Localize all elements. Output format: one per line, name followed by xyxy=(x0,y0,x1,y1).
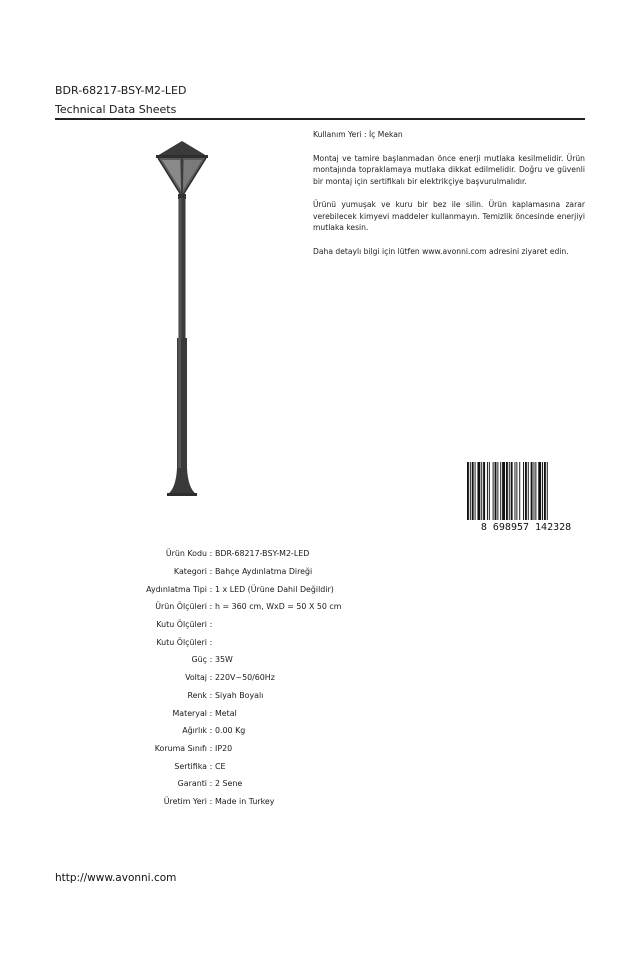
spec-label: Kutu Ölçüleri xyxy=(156,620,207,630)
spec-value: Metal xyxy=(215,708,237,718)
spec-value: Siyah Boyalı xyxy=(215,690,264,700)
spec-value: Made in Turkey xyxy=(215,796,275,806)
spec-value: 220V~50/60Hz xyxy=(215,673,275,683)
spec-label: Kutu Ölçüleri xyxy=(156,637,207,647)
spec-label: Üretim Yeri xyxy=(163,796,207,806)
barcode-bar xyxy=(481,462,482,520)
barcode-bar xyxy=(467,462,469,520)
spec-separator: : xyxy=(209,584,213,594)
barcode-bar xyxy=(472,462,474,520)
barcode-bar xyxy=(525,462,527,520)
spec-table xyxy=(90,545,490,810)
document-header xyxy=(55,84,585,117)
spec-value: 35W xyxy=(215,655,233,665)
barcode-bar xyxy=(500,462,501,520)
spec-value: BDR-68217-BSY-M2-LED xyxy=(215,549,310,559)
spec-separator: : xyxy=(209,567,213,577)
barcode-bar xyxy=(495,462,497,520)
barcode-bar xyxy=(487,462,488,520)
barcode-digits: 8 698957 142328 xyxy=(480,522,572,532)
spec-separator: : xyxy=(209,655,213,665)
spec-row xyxy=(90,740,490,758)
document-subtitle: Technical Data Sheets xyxy=(55,103,177,116)
cleaning-instructions: Ürünü yumuşak ve kuru bir bez ile silin. Ürün kaplamasına zarar verebilecek kimyevi maddeler kullanmayın. Temizlik öncesinde enerjiyi mutlaka kesin. xyxy=(313,200,585,232)
spec-row xyxy=(90,580,490,598)
spec-row xyxy=(90,722,490,740)
spec-label: Garanti xyxy=(177,779,207,789)
header-divider xyxy=(55,118,585,120)
barcode-bar xyxy=(509,462,510,520)
website-link[interactable]: http://www.avonni.com xyxy=(55,872,177,884)
barcode-bar xyxy=(535,462,536,520)
barcode-bar xyxy=(528,462,529,520)
spec-separator: : xyxy=(209,779,213,789)
spec-separator: : xyxy=(209,673,213,683)
barcode-bar xyxy=(534,462,535,520)
spec-label: Voltaj xyxy=(185,673,207,683)
spec-separator: : xyxy=(209,726,213,736)
spec-value: 1 x LED (Ürüne Dahil Değildir) xyxy=(215,584,334,594)
barcode-bar xyxy=(544,462,546,520)
spec-separator: : xyxy=(209,708,213,718)
barcode-bar xyxy=(477,462,480,520)
spec-row xyxy=(90,687,490,705)
spec-separator: : xyxy=(209,549,213,559)
barcode-bar xyxy=(538,462,541,520)
spec-separator: : xyxy=(209,743,213,753)
spec-separator: : xyxy=(209,796,213,806)
spec-label: Aydınlatma Tipi xyxy=(146,584,207,594)
barcode-bar xyxy=(542,462,543,520)
spec-label: Ağırlık xyxy=(182,726,207,736)
spec-row xyxy=(90,545,490,563)
product-barcode xyxy=(467,462,585,532)
barcode-bar xyxy=(523,462,524,520)
spec-value: IP20 xyxy=(215,743,233,753)
spec-value: 0.00 Kg xyxy=(215,726,246,736)
spec-label: Ürün Kodu xyxy=(165,549,207,559)
barcode-bar xyxy=(516,462,517,520)
product-image-garden-pole xyxy=(150,138,214,500)
spec-label: Güç xyxy=(191,655,207,665)
usage-location: Kullanım Yeri : İç Mekan xyxy=(313,130,403,139)
spec-row xyxy=(90,704,490,722)
spec-row xyxy=(90,757,490,775)
spec-value: 2 Sene xyxy=(215,779,243,789)
more-info-note: Daha detaylı bilgi için lütfen www.avonni.com adresini ziyaret edin. xyxy=(313,246,569,256)
spec-label: Ürün Ölçüleri xyxy=(155,602,207,612)
barcode-bar xyxy=(502,462,505,520)
barcode-bar xyxy=(506,462,508,520)
spec-row xyxy=(90,775,490,793)
spec-value: CE xyxy=(215,761,226,771)
spec-label: Kategori xyxy=(173,567,207,577)
spec-row xyxy=(90,633,490,651)
spec-row xyxy=(90,616,490,634)
spec-separator: : xyxy=(209,602,213,612)
spec-separator: : xyxy=(209,637,213,647)
usage-info xyxy=(313,129,585,269)
barcode-bar xyxy=(475,462,476,520)
spec-label: Renk xyxy=(187,690,207,700)
spec-row xyxy=(90,651,490,669)
spec-row xyxy=(90,598,490,616)
barcode-bar xyxy=(470,462,471,520)
spec-separator: : xyxy=(209,620,213,630)
spec-label: Sertifika xyxy=(174,761,207,771)
spec-label: Koruma Sınıfı xyxy=(154,743,207,753)
spec-row xyxy=(90,669,490,687)
barcode-bar xyxy=(493,462,494,520)
spec-value: h = 360 cm, WxD = 50 X 50 cm xyxy=(215,602,342,612)
barcode-bar xyxy=(547,462,548,520)
spec-separator: : xyxy=(209,761,213,771)
barcode-bar xyxy=(531,462,533,520)
barcode-bar xyxy=(515,462,516,520)
spec-label: Materyal xyxy=(172,708,207,718)
barcode-bar xyxy=(497,462,498,520)
installation-warning: Montaj ve tamire başlanmadan önce enerji mutlaka kesilmelidir. Ürün montajında topraklamaya mutlaka dikkat edilmelidir. Doğru ve güvenli bir montaj için sertifikalı bir elektrikçiye başvurulmalıdır. xyxy=(313,153,585,186)
barcode-bar xyxy=(483,462,485,520)
barcode-bar xyxy=(519,462,520,520)
barcode-bar xyxy=(511,462,513,520)
spec-value: Bahçe Aydınlatma Direği xyxy=(215,567,313,577)
spec-row xyxy=(90,563,490,581)
spec-row xyxy=(90,793,490,811)
barcode-bar xyxy=(489,462,490,520)
product-code-title: BDR-68217-BSY-M2-LED xyxy=(55,84,187,97)
spec-separator: : xyxy=(209,690,213,700)
